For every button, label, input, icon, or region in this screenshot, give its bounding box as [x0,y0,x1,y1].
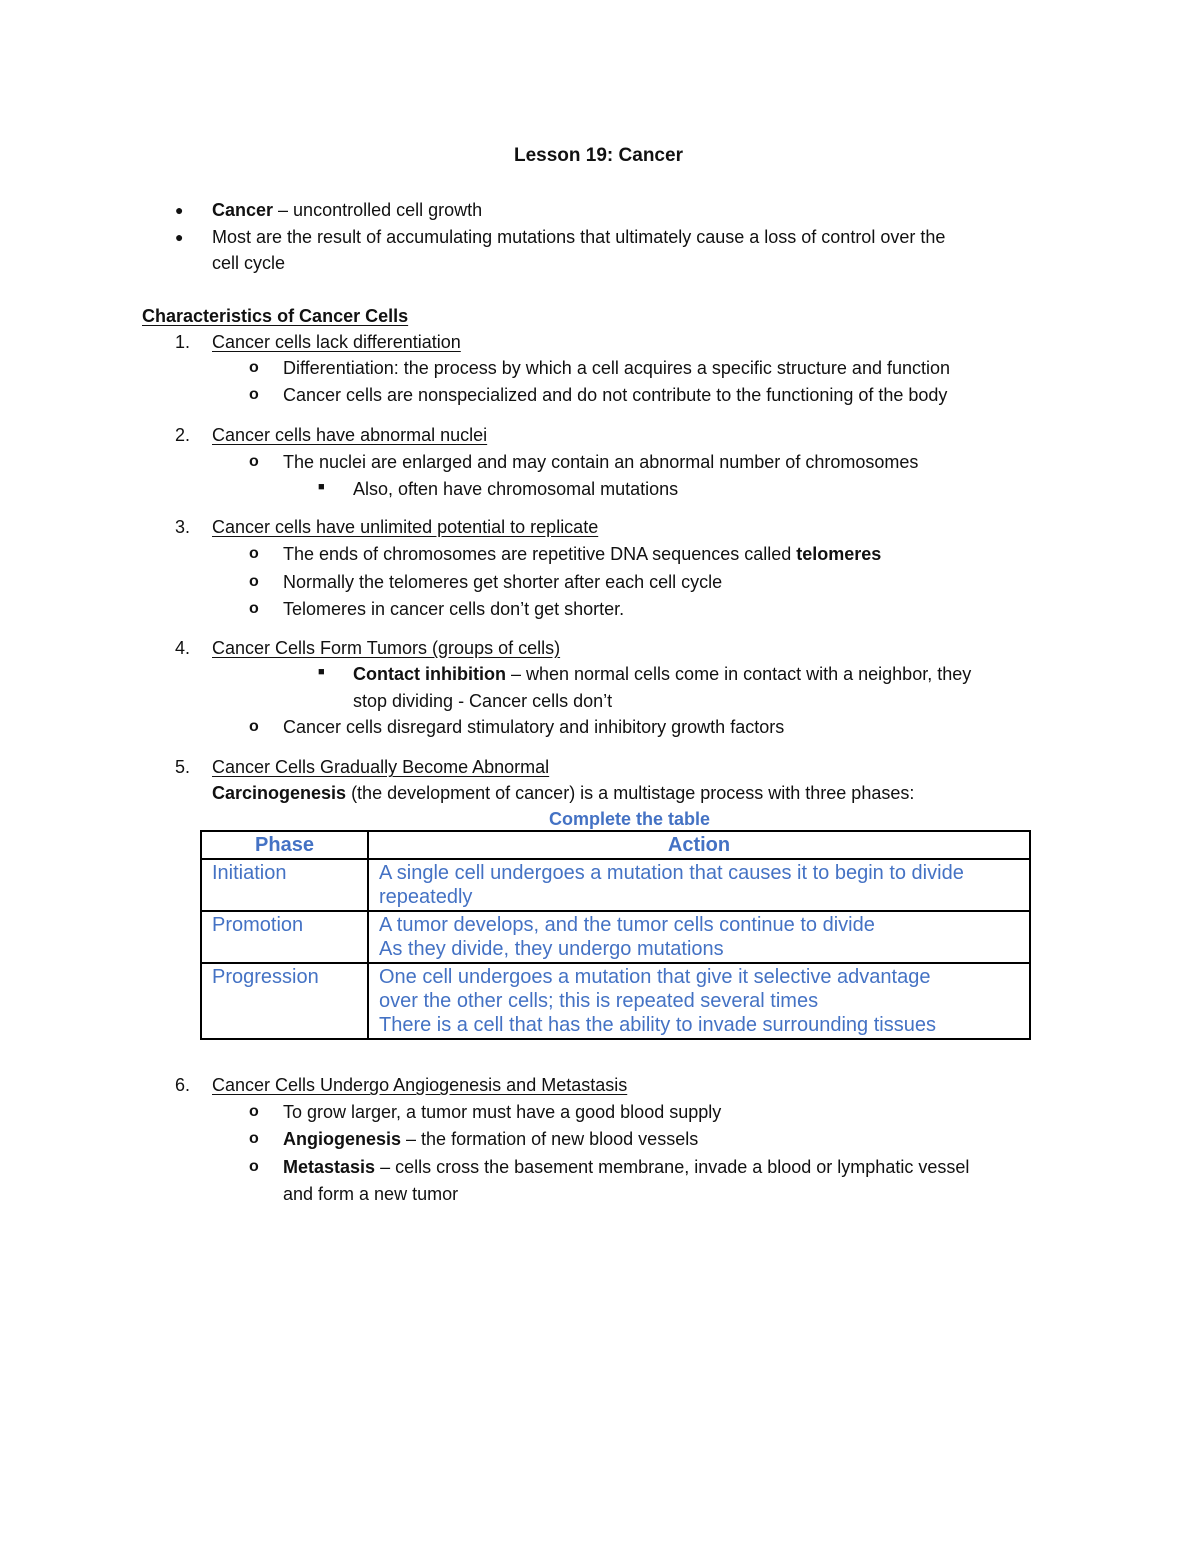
contact-inhibition-text: – when normal cells come in contact with a neighbor, they [505,664,972,684]
term-definition: – uncontrolled cell growth [273,200,483,220]
intro-bullet-1 [212,199,482,221]
item-6-heading: Cancer Cells Undergo Angiogenesis and Metastasis [212,1075,628,1095]
item-4-sub-1: Cancer cells disregard stimulatory and inhibitory growth factors [283,717,785,737]
action-line: A single cell undergoes a mutation that causes it to begin to divide [379,862,964,884]
item-1-sub-1: Differentiation: the process by which a cell acquires a specific structure and function [283,358,951,378]
item-2-subsub: Also, often have chromosomal mutations [353,479,679,499]
circle-bullet-icon: o [249,600,259,617]
term-cancer: Cancer [212,200,274,220]
square-bullet-icon: ■ [318,666,325,678]
page-title: Lesson 19: Cancer [514,145,683,166]
circle-bullet-icon: o [249,359,259,376]
action-line: repeatedly [379,886,473,908]
item-number: 2. [175,425,191,445]
column-header-phase: Phase [201,831,368,859]
item-6-sub-3-line1 [283,1156,969,1178]
angiogenesis-text: – the formation of new blood vessels [401,1129,699,1149]
square-bullet-icon: ■ [318,481,325,493]
item-number: 6. [175,1075,191,1095]
item-3-sub-1-text: The ends of chromosomes are repetitive DNA sequences called [283,544,797,564]
action-line: A tumor develops, and the tumor cells continue to divide [379,914,875,936]
item-6-sub-3-line2: and form a new tumor [283,1184,459,1204]
carcinogenesis-text: (the development of cancer) is a multistage process with three phases: [346,783,915,803]
item-2-heading: Cancer cells have abnormal nuclei [212,425,488,445]
table-caption: Complete the table [549,809,711,829]
phase-cell: Promotion [201,911,368,963]
table-row [201,859,1030,911]
term-carcinogenesis: Carcinogenesis [212,783,347,803]
item-4-subsub-line2: stop dividing - Cancer cells don’t [353,691,613,711]
item-5-heading: Cancer Cells Gradually Become Abnormal [212,757,550,777]
circle-bullet-icon: o [249,573,259,590]
item-number: 1. [175,332,191,352]
circle-bullet-icon: o [249,1103,259,1120]
item-3-heading: Cancer cells have unlimited potential to replicate [212,517,599,537]
item-number: 5. [175,757,191,777]
circle-bullet-icon: o [249,545,259,562]
term-contact-inhibition: Contact inhibition [353,664,506,684]
bullet-icon: ● [175,229,184,245]
intro-bullet-2-line2: cell cycle [212,253,286,273]
phase-table [200,830,1031,1040]
action-line: As they divide, they undergo mutations [379,938,724,960]
item-5-body [212,782,914,804]
action-cell[interactable] [368,859,1030,911]
phase-cell: Progression [201,963,368,1039]
table-row [201,911,1030,963]
circle-bullet-icon: o [249,386,259,403]
phase-cell: Initiation [201,859,368,911]
term-metastasis: Metastasis [283,1157,376,1177]
circle-bullet-icon: o [249,1130,259,1147]
item-6-sub-2 [283,1128,698,1150]
table-header-row [201,831,1030,859]
item-number: 3. [175,517,191,537]
intro-bullet-2-line1: Most are the result of accumulating mutations that ultimately cause a loss of control over the [212,227,946,247]
term-angiogenesis: Angiogenesis [283,1129,402,1149]
table-row [201,963,1030,1039]
section-heading: Characteristics of Cancer Cells [142,306,409,326]
action-line: over the other cells; this is repeated several times [379,990,819,1012]
item-1-heading: Cancer cells lack differentiation [212,332,461,352]
item-number: 4. [175,638,191,658]
item-4-heading: Cancer Cells Form Tumors (groups of cells) [212,638,561,658]
circle-bullet-icon: o [249,453,259,470]
item-1-sub-2: Cancer cells are nonspecialized and do not contribute to the functioning of the body [283,385,948,405]
circle-bullet-icon: o [249,718,259,735]
item-2-sub-1: The nuclei are enlarged and may contain an abnormal number of chromosomes [283,452,919,472]
item-3-sub-3: Telomeres in cancer cells don’t get shorter. [283,599,625,619]
item-4-subsub-line1 [353,663,971,685]
term-telomeres: telomeres [796,544,882,564]
bullet-icon: ● [175,202,184,218]
action-line: One cell undergoes a mutation that give it selective advantage [379,966,931,988]
circle-bullet-icon: o [249,1158,259,1175]
metastasis-text: – cells cross the basement membrane, invade a blood or lymphatic vessel [375,1157,970,1177]
action-cell[interactable] [368,963,1030,1039]
item-3-sub-2: Normally the telomeres get shorter after each cell cycle [283,572,723,592]
action-cell[interactable] [368,911,1030,963]
column-header-action: Action [368,831,1030,859]
item-6-sub-1: To grow larger, a tumor must have a good blood supply [283,1102,722,1122]
item-3-sub-1 [283,543,881,565]
action-line: There is a cell that has the ability to invade surrounding tissues [379,1014,936,1036]
